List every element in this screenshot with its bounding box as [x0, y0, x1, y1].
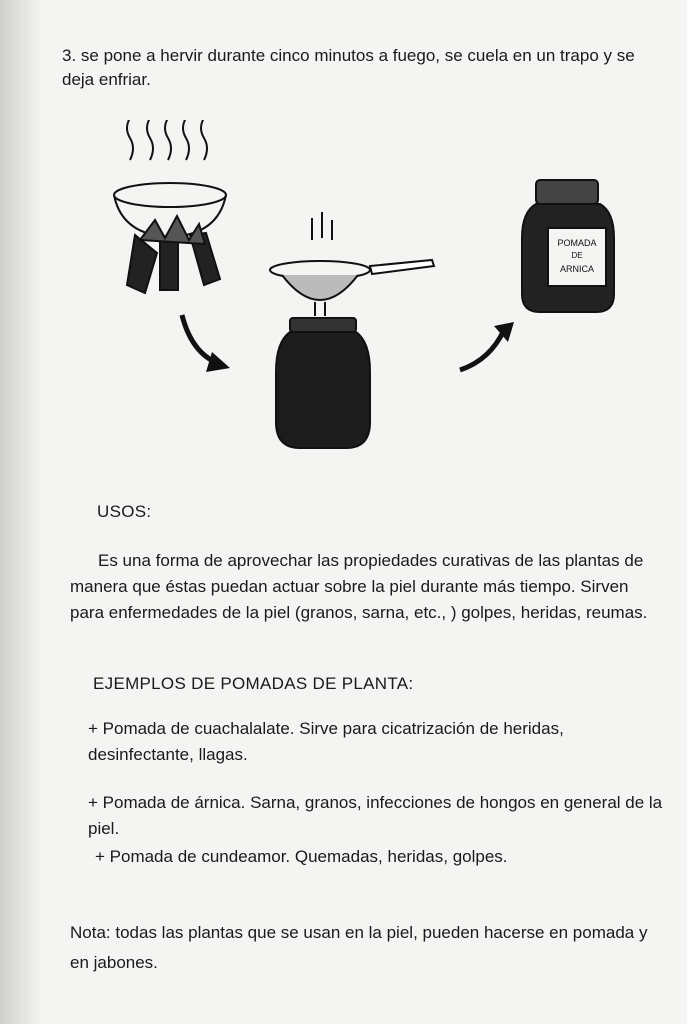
- usos-paragraph: Es una forma de aprovechar las propiedades curativas de las plantas de manera que éstas puedan actuar sobre la piel durante más tiempo. Sirven para enfermedades de la piel (granos, sarna, etc., ) golpes, heridas, reumas.: [70, 551, 648, 622]
- list-item: + Pomada de cundeamor. Quemadas, heridas, golpes.: [95, 847, 508, 866]
- jar-label-line3: ARNICA: [559, 264, 595, 274]
- strainer-over-jar-icon: [270, 212, 434, 448]
- usos-heading: USOS:: [97, 502, 152, 521]
- pot-over-fire-icon: [114, 120, 226, 293]
- preparation-illustration: [0, 120, 687, 460]
- step-3-text: 3. se pone a hervir durante cinco minutos a fuego, se cuela en un trapo y se deja enfriar.: [62, 46, 635, 89]
- ejemplos-heading: EJEMPLOS DE POMADAS DE PLANTA:: [93, 674, 414, 693]
- nota-text: Nota: todas las plantas que se usan en la piel, pueden hacerse en pomada y en jabones.: [70, 923, 648, 972]
- list-item: + Pomada de árnica. Sarna, granos, infecciones de hongos en general de la piel.: [88, 793, 663, 838]
- list-item: + Pomada de cuachalalate. Sirve para cicatrización de heridas, desinfectante, llagas.: [88, 719, 564, 764]
- jar-label-line2: DE: [571, 251, 583, 260]
- jar-label-line1: POMADA: [557, 238, 597, 248]
- arrow-up-right-icon: [460, 330, 504, 370]
